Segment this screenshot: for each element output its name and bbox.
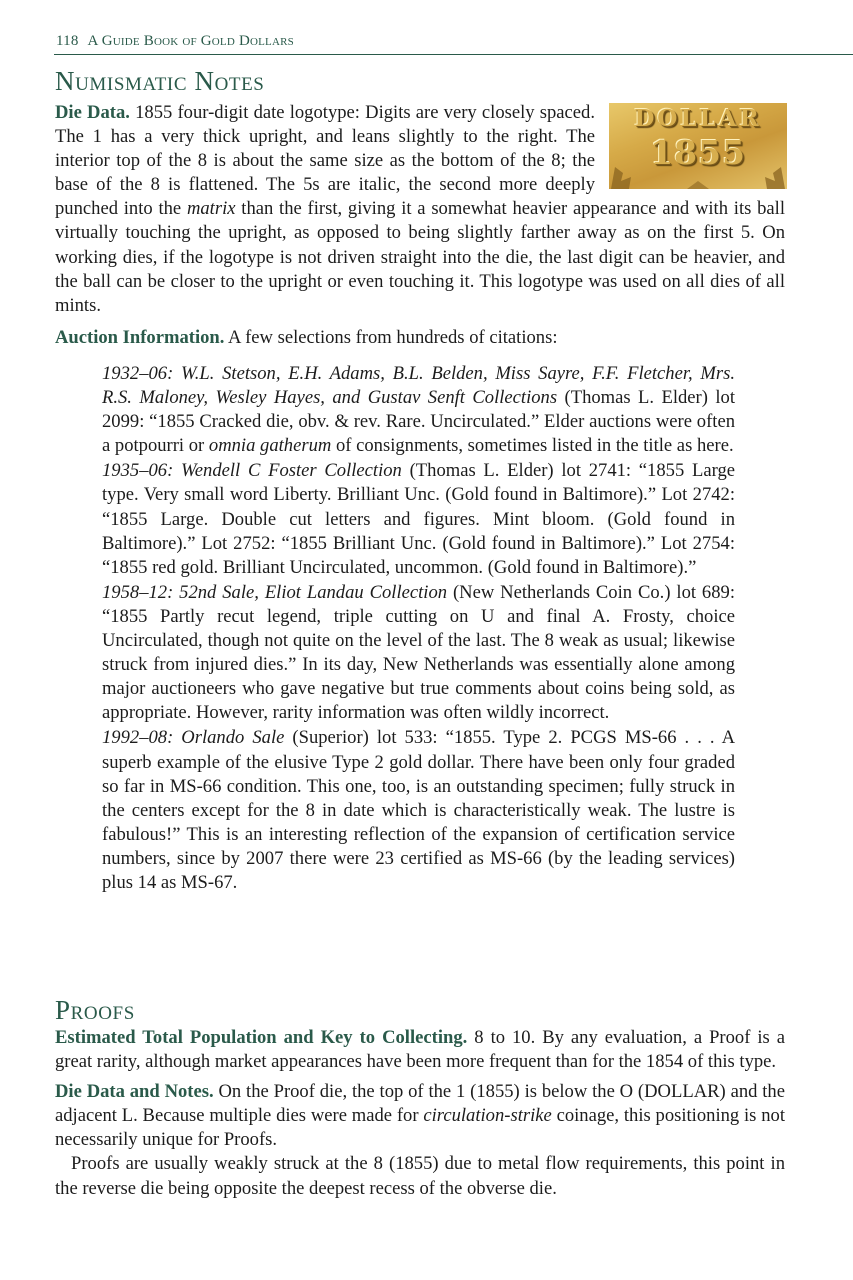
population-paragraph: Estimated Total Population and Key to Collecting. 8 to 10. By any evaluation, a Proof is a great rarity, although market appearances have been more frequent than for the 1854 of this type. <box>55 1027 786 1073</box>
die-notes-paragraph: Die Data and Notes. On the Proof die, the top of the 1 (1855) is below the O (DOLLAR) and the adjacent L. Because multiple dies were made for circulation-strike coinage, this positioning is not necessarily unique for Proofs. <box>55 1081 785 1151</box>
coin-legend: DOLLAR <box>634 105 762 132</box>
coin-date: 1855 <box>650 133 746 172</box>
die-data-paragraph: Die Data. 1855 four-digit date logotype: Digits are very closely spaced. The 1 has a very thick upright, and leans slightly to the right. The interior top of the 8 is about the same size as the bottom of the 8; the base of the 8 is flattened. The 5s are italic, the second more deeply punched into the matrix than the first, giving it a somewhat heavier appearance and with its ball virtually touching the upright, as opposed to being slightly farther away as on the first 5. On working dies, if the logotype is not driven straight into the die, the last digit can be heavier, and the ball can be closer to the upright or even touching it. This logotype was used on all dies of all mints. <box>55 102 785 316</box>
citation-item: 1992–08: Orlando Sale (Superior) lot 533: “1855. Type 2. PCGS MS-66 . . . A superb example of the elusive Type 2 gold dollar. There have been only four graded so far in MS-66 condition. This one, too, is an outstanding specimen; fully struck in the centers except for the 8 in date which is characteristically weak. The lustre is fabulous!” This is an interesting reflection of the expansion of certification service numbers, since by 2007 there were 23 certified as MS-66 (by the leading services) plus 14 as MS-67. <box>102 727 736 893</box>
citation-item: 1932–06: W.L. Stetson, E.H. Adams, B.L. Belden, Miss Sayre, F.F. Fletcher, Mrs. R.S. Maloney, Wesley Hayes, and Gustav Senft Collections (Thomas L. Elder) lot 2099: “1855 Cracked die, obv. & rev. Rare. Uncirculated.” Elder auctions were often a potpourri or omnia gatherum of consignments, sometimes listed in the title as here. <box>102 363 735 457</box>
coin-reverse-photo <box>609 103 787 189</box>
numismatic-notes-heading: Numismatic Notes <box>55 66 265 96</box>
citation-item: 1958–12: 52nd Sale, Eliot Landau Collection (New Netherlands Coin Co.) lot 689: “1855 Partly recut legend, triple cutting on U and final A. Frosty, choice Uncirculated, though not quite on the level of the last. The 8 weak as usual; likewise struck from injured dies.” In its day, New Netherlands was essentially alone among major auctioneers who gave negative but true comments about coins being sold, as appropriate. However, rarity information was often wildly incorrect. <box>102 581 735 724</box>
book-title: A Guide Book of Gold Dollars <box>87 33 294 49</box>
die-data-label: Die Data. <box>55 102 130 123</box>
citation-item: 1935–06: Wendell C Foster Collection (Thomas L. Elder) lot 2741: “1855 Large type. Very small word Liberty. Brilliant Unc. (Gold found in Baltimore).” Lot 2742: “1855 Large. Double cut letters and figures. Mint bloom. (Gold found in Baltimore).” Lot 2752: “1855 Brilliant Unc. (Gold found in Baltimore).” Lot 2754: “1855 red gold. Brilliant Uncirculated, uncommon. (Gold found in Baltimore).” <box>102 460 736 578</box>
running-head <box>56 33 853 50</box>
header-rule <box>54 54 853 55</box>
auction-citations <box>102 362 735 896</box>
proofs-heading: Proofs <box>55 995 135 1025</box>
auction-information: Auction Information. A few selections from hundreds of citations: <box>55 327 558 348</box>
die-data-section <box>55 101 785 318</box>
page-number: 118 <box>56 33 79 49</box>
proofs-section <box>55 1026 785 1201</box>
auction-label: Auction Information. <box>55 327 225 348</box>
closing-paragraph: Proofs are usually weakly struck at the 8 (1855) due to metal flow requirements, this point in the reverse die being opposite the deepest recess of the obverse die. <box>55 1153 785 1199</box>
